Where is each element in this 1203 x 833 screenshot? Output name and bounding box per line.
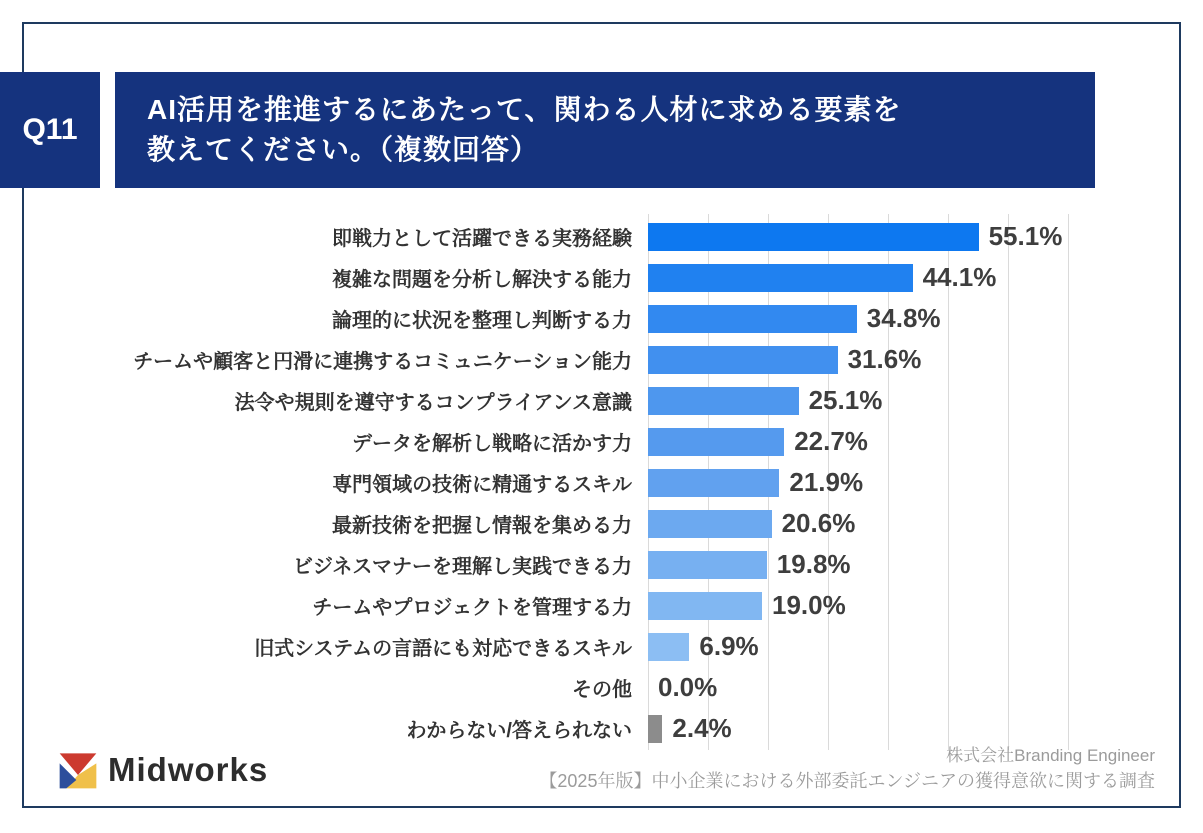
footer-survey-title: 【2025年版】中小企業における外部委託エンジニアの獲得意欲に関する調査 bbox=[539, 771, 1155, 791]
chart-row bbox=[0, 462, 1203, 503]
bar bbox=[648, 387, 799, 415]
category-label: わからない/答えられない bbox=[406, 720, 632, 742]
value-label: 19.0% bbox=[772, 590, 846, 620]
value-label: 31.6% bbox=[847, 344, 922, 374]
category-label: 法令や規則を遵守するコンプライアンス意識 bbox=[234, 392, 632, 414]
chart-row bbox=[0, 216, 1203, 257]
category-label: データを解析し戦略に活かす力 bbox=[352, 433, 632, 455]
bar bbox=[648, 510, 772, 538]
chart-row bbox=[0, 667, 1203, 708]
chart-title-bar bbox=[115, 72, 1095, 188]
value-label: 0.0% bbox=[658, 672, 718, 702]
chart-row bbox=[0, 708, 1203, 749]
bar-zone bbox=[648, 631, 759, 662]
category-label: 旧式システムの言語にも対応できるスキル bbox=[254, 638, 632, 660]
bar bbox=[648, 715, 662, 743]
bar bbox=[648, 346, 838, 374]
midworks-wordmark: Midworks bbox=[108, 751, 269, 788]
chart-row bbox=[0, 298, 1203, 339]
bar-zone bbox=[648, 713, 732, 744]
bar-zone bbox=[648, 549, 851, 580]
category-label: 専門領域の技術に精通するスキル bbox=[332, 474, 632, 496]
value-label: 19.8% bbox=[776, 549, 851, 579]
bar-zone bbox=[648, 262, 996, 293]
value-label: 44.1% bbox=[922, 262, 997, 292]
bar bbox=[648, 305, 857, 333]
category-label: 複雑な問題を分析し解決する能力 bbox=[332, 269, 632, 291]
question-number: Q11 bbox=[22, 113, 78, 146]
midworks-logo-icon bbox=[58, 750, 98, 790]
bar bbox=[648, 223, 979, 251]
chart-row bbox=[0, 421, 1203, 462]
bar bbox=[648, 469, 779, 497]
value-label: 34.8% bbox=[866, 303, 941, 333]
value-label: 20.6% bbox=[781, 508, 856, 538]
bar-zone bbox=[648, 508, 855, 539]
category-label: チームや顧客と円滑に連携するコミュニケーション能力 bbox=[133, 351, 632, 373]
bar-zone bbox=[648, 590, 846, 621]
chart-title-line1: AI活用を推進するにあたって、関わる人材に求める要素を bbox=[147, 94, 902, 125]
chart-row bbox=[0, 503, 1203, 544]
category-label: 論理的に状況を整理し判断する力 bbox=[332, 310, 632, 332]
midworks-logo bbox=[58, 750, 268, 790]
chart-title-line2: 教えてください。（複数回答） bbox=[147, 134, 540, 165]
chart-row bbox=[0, 380, 1203, 421]
category-label: その他 bbox=[572, 679, 632, 701]
value-label: 22.7% bbox=[794, 426, 868, 456]
category-label: 即戦力として活躍できる実務経験 bbox=[332, 228, 632, 250]
value-label: 6.9% bbox=[699, 631, 759, 661]
bar-zone bbox=[648, 385, 882, 416]
bar bbox=[648, 551, 767, 579]
chart-row bbox=[0, 339, 1203, 380]
category-label: チームやプロジェクトを管理する力 bbox=[312, 597, 632, 619]
bar bbox=[648, 592, 762, 620]
bar bbox=[648, 428, 784, 456]
question-number-badge bbox=[0, 72, 100, 188]
chart-row bbox=[0, 585, 1203, 626]
category-label: ビジネスマナーを理解し実践できる力 bbox=[293, 556, 632, 578]
bar bbox=[648, 633, 689, 661]
bar-zone bbox=[648, 672, 717, 703]
value-label: 25.1% bbox=[808, 385, 883, 415]
value-label: 55.1% bbox=[988, 221, 1063, 251]
footer-company: 株式会社Branding Engineer bbox=[946, 746, 1155, 765]
value-label: 2.4% bbox=[672, 713, 732, 743]
value-label: 21.9% bbox=[789, 467, 864, 497]
bar-zone bbox=[648, 344, 921, 375]
bar-zone bbox=[648, 426, 868, 457]
bar-chart bbox=[0, 216, 1203, 749]
bar-zone bbox=[648, 303, 941, 334]
chart-row bbox=[0, 626, 1203, 667]
category-label: 最新技術を把握し情報を集める力 bbox=[332, 515, 632, 537]
chart-row bbox=[0, 544, 1203, 585]
bar bbox=[648, 264, 913, 292]
chart-row bbox=[0, 257, 1203, 298]
bar-zone bbox=[648, 467, 863, 498]
bar-zone bbox=[648, 221, 1062, 252]
footer-credits bbox=[539, 744, 1155, 794]
